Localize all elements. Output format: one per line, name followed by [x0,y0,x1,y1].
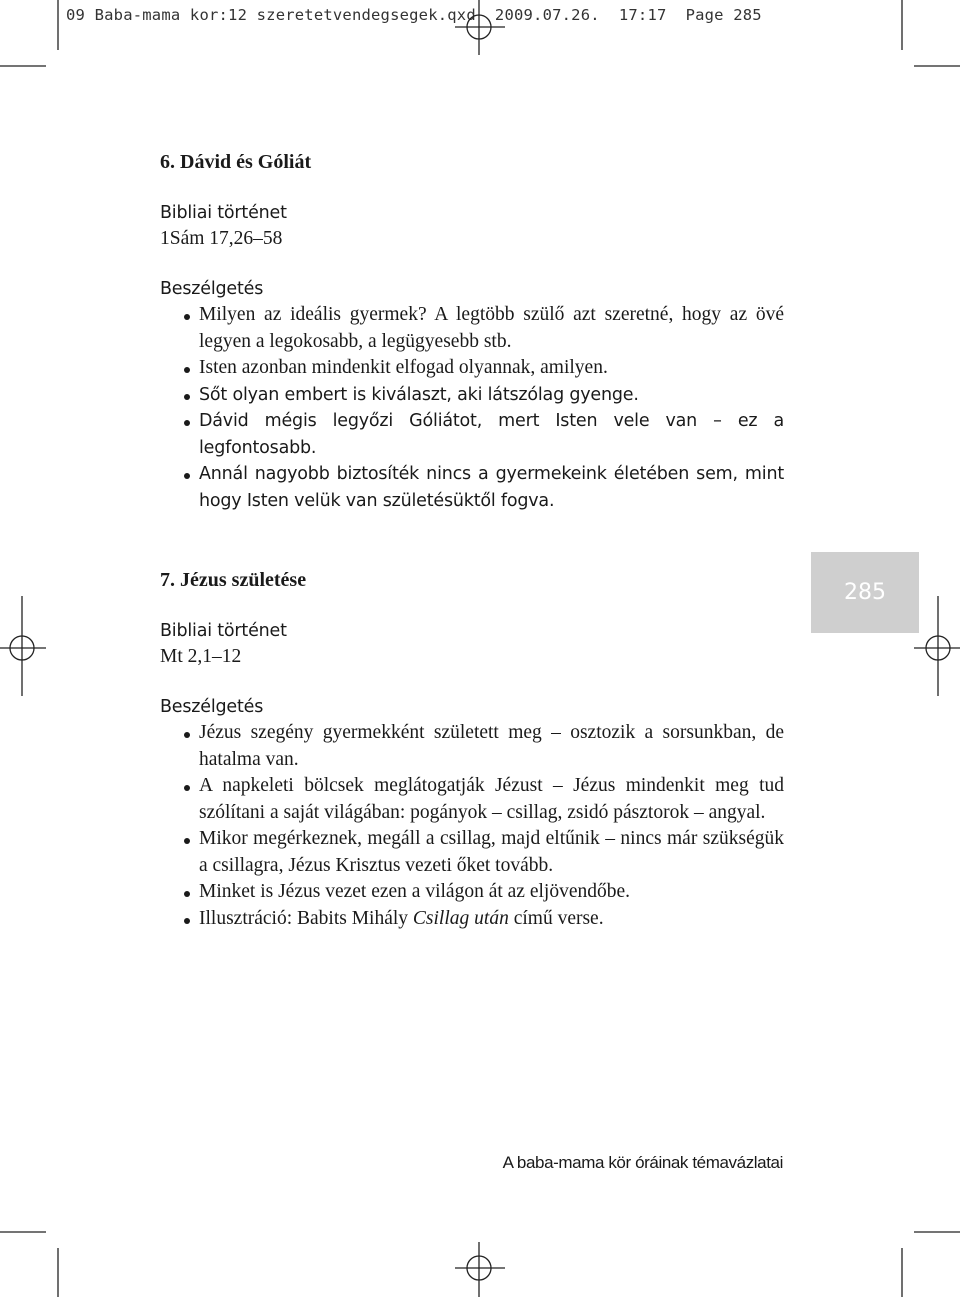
section-birth-of-jesus [160,566,784,932]
registration-mark-bottom [455,1242,505,1297]
conversation-list [160,720,784,932]
bible-story-label: Bibliai történet [160,621,287,641]
bullet-icon [184,367,190,373]
list-item: Annál nagyobb biztosíték nincs a gyermekeink életében sem, mint hogy Isten velük van születésüktől fogva. [160,461,784,514]
section-title: 7. Jézus születése [160,569,307,591]
bible-reference: 1Sám 17,26–58 [160,228,283,249]
crop-mark-bottom-left [0,1220,120,1297]
list-item: Mikor megérkeznek, megáll a csillag, majd eltűnik – nincs már szükségük a csillagra, Jézus Krisztus vezeti őket tovább. [160,826,784,879]
list-item: Minket is Jézus vezet ezen a világon át az eljövendőbe. [160,879,784,906]
crop-mark-top-right [880,0,960,80]
illustration-suffix: című verse. [508,907,604,929]
main-content [160,148,784,932]
crop-mark-bottom-right [880,1220,960,1297]
list-item: Isten azonban mindenkit elfogad olyannak, amilyen. [160,355,784,382]
poem-title: Csillag után [412,907,509,929]
running-footer: A baba-mama kör óráinak témavázlatai [502,1153,783,1172]
conversation-label: Beszélgetés [160,279,264,299]
file-slug-line: 09 Baba-mama kor:12 szeretetvendegsegek.qxd 2009.07.26. 17:17 Page 285 [66,6,762,24]
list-item: Jézus szegény gyermekként született meg – osztozik a sorsunkban, de hatalma van. [160,720,784,773]
list-item: A napkeleti bölcsek meglátogatják Jézust – Jézus mindenkit meg tud szólítani a saját világában: pogányok – csillag, zsidó pásztorok – angyal. [160,773,784,826]
bible-story-label: Bibliai történet [160,203,287,223]
bullet-icon [184,838,190,844]
list-item [160,906,784,933]
conversation-list [160,302,784,514]
page-number-box: 285 [811,552,919,633]
crop-mark-top-left [0,0,120,80]
bullet-icon [184,394,190,400]
section-david-goliath [160,148,784,514]
section-title: 6. Dávid és Góliát [160,151,312,173]
bullet-icon [184,891,190,897]
list-item: Dávid mégis legyőzi Góliátot, mert Isten vele van – ez a legfontosabb. [160,408,784,461]
bullet-icon [184,918,190,924]
bullet-icon [184,732,190,738]
bullet-icon [184,785,190,791]
bullet-icon [184,473,190,479]
list-item: Sőt olyan embert is kiválaszt, aki látszólag gyenge. [160,382,784,409]
conversation-label: Beszélgetés [160,697,264,717]
registration-mark-top [455,0,505,60]
bible-reference: Mt 2,1–12 [160,646,242,667]
list-item: Milyen az ideális gyermek? A legtöbb szülő azt szeretné, hogy az övé legyen a legokosabb, a legügyesebb stb. [160,302,784,355]
bullet-icon [184,420,190,426]
illustration-prefix: Illusztráció: Babits Mihály [199,907,413,929]
registration-mark-left [0,596,50,696]
bullet-icon [184,314,190,320]
